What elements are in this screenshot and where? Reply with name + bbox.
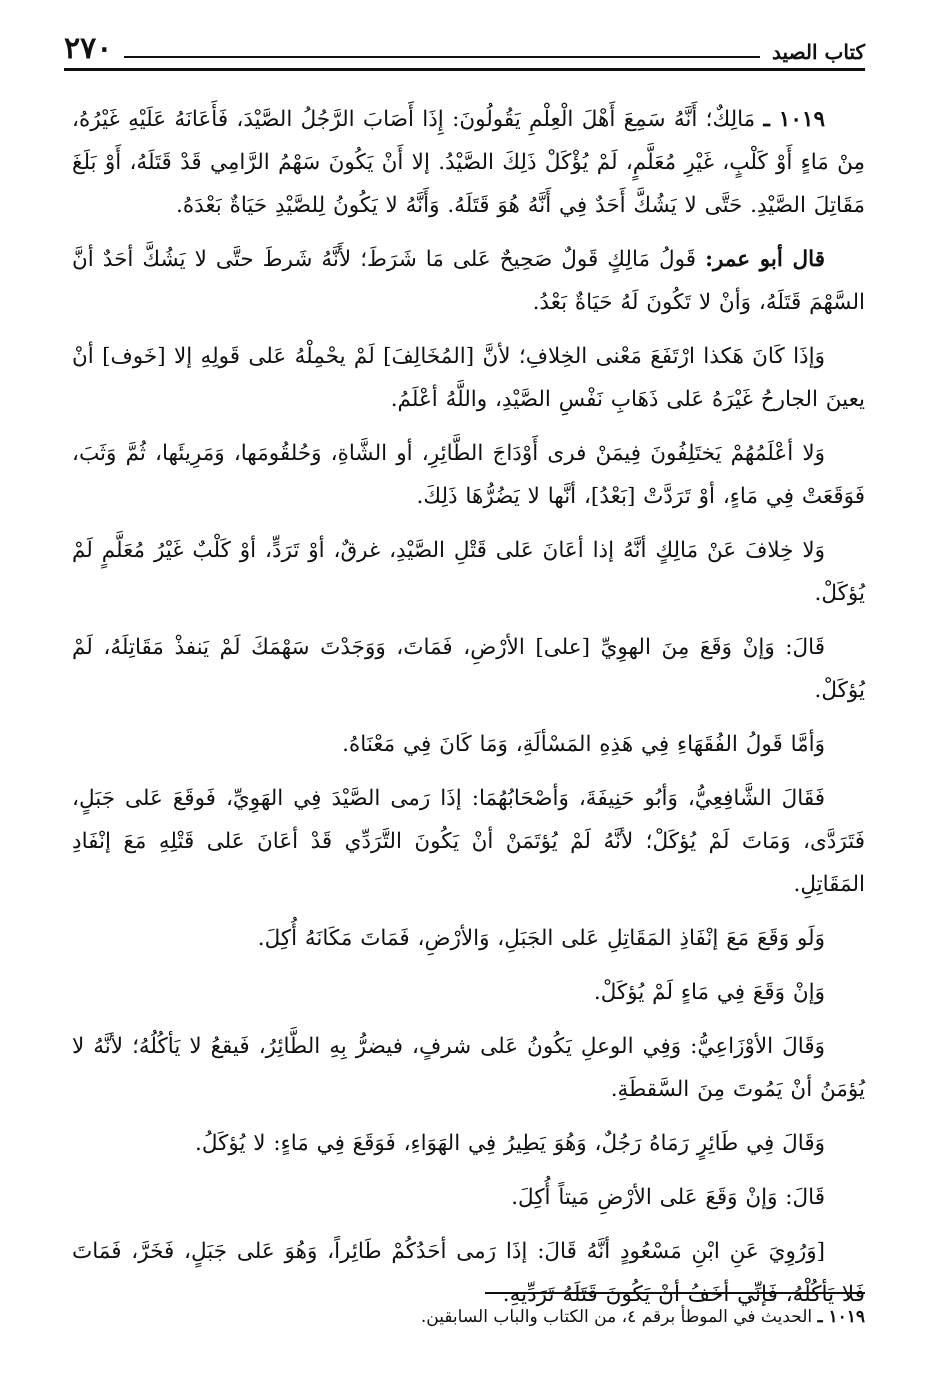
paragraph: وَقَالَ فِي طَائِرٍ رَمَاهُ رَجُلٌ، وَهُوَ يَطِيرُ فِي الهَوَاءِ، فَوَقَعَ فِي مَاءٍ: لا يُؤكَلُ. bbox=[195, 1131, 825, 1156]
footnote bbox=[72, 1300, 865, 1334]
paragraph: وَلَو وَقَعَ مَعَ إنْفَاذِ المَقَاتِلِ عَلى الجَبَلِ، وَالأرْضِ، فَمَاتَ مَكَانَهُ أُكِلَ. bbox=[257, 926, 825, 951]
hadith-number: ١٠١٩ ـ bbox=[763, 107, 825, 132]
page-header bbox=[64, 28, 865, 71]
paragraph-text: مَالِكٌ؛ أَنَّهُ سَمِعَ أَهْلَ الْعِلْمِ يَقُولُونَ: إِذَا أَصَابَ الرَّجُلُ الصَّيْدَ، فَأَعَانَهُ عَلَيْهِ غَيْرُهُ، مِنْ مَاءٍ أَوْ كَلْبٍ، غَيْرِ مُعَلَّمٍ، لَمْ يُؤْكَلْ ذَلِكَ الصَّيْدُ. إلا أَنْ يَكُونَ سَهْمُ الرَّامِي قَدْ قَتَلَهُ، أَوْ بَلَغَ مَقَاتِلَ الصَّيْدِ. حَتَّى لا يَشُكَّ أَحَدٌ فِي أَنَّهُ هُوَ قَتَلَهُ. وَأَنَّهُ لا يَكُونُ لِلصَّيْدِ حَيَاةٌ بَعْدَهُ. bbox=[72, 107, 865, 218]
paragraph: وَلا أعْلَمُهُمْ يَختَلِفُونَ فِيمَنْ فرى أَوْدَاجَ الطَّائِرِ، أو الشَّاةِ، وَحُلقُومَها، وَمَرِيئَها، ثُمَّ وَثَبَ، فَوَقَعَتْ فِي مَاءٍ، أوْ تَرَدَّتْ [بَعْدُ]، أنَّها لا يَضُرُّهَا ذَلِكَ. bbox=[72, 441, 865, 509]
header-title: كتاب الصيد bbox=[772, 40, 865, 64]
paragraph: وَلا خِلافَ عَنْ مَالِكٍ أنَّهُ إذا أعَانَ عَلى قَتْلِ الصَّيْدِ، غرقٌ، أوْ تَرَدٍّ، أوْ كَلْبٌ غَيْرُ مُعَلَّمٍ لَمْ يُؤكَلْ. bbox=[72, 538, 865, 606]
paragraph: قَالَ: وَإنْ وَقَعَ عَلى الأرْضِ مَيتاً أُكِلَ. bbox=[511, 1185, 825, 1210]
paragraph: وَأمَّا قَولُ الفُقَهَاءِ فِي هَذِهِ المَسْألَةِ، وَمَا كَانَ فِي مَعْنَاهُ. bbox=[342, 732, 825, 757]
speaker-label: قال أبو عمر: bbox=[705, 247, 825, 272]
page-number: ٢٧٠ bbox=[64, 31, 113, 66]
footnote-separator bbox=[485, 1292, 865, 1294]
paragraph: قَالَ: وَإنْ وَقَعَ مِنَ الهوِيِّ [على] الأرْضِ، فَمَاتَ، وَوَجَدْتَ سَهْمَكَ لَمْ يَنفذْ مَقَاتِلَهُ، لَمْ يُؤكَلْ. bbox=[72, 635, 865, 703]
paragraph-1019 bbox=[72, 98, 865, 227]
footnote-number: ١٠١٩ ـ bbox=[817, 1307, 865, 1327]
paragraph: وَإذَا كَانَ هَكذا ارْتَفَعَ مَعْنى الخِلافِ؛ لأنَّ [المُخَالِفَ] لَمْ يحْمِلْهُ عَلى قَولِهِ إلا [خَوف] أنْ يعينَ الجارحُ غَيْرَهُ عَلى ذَهَابِ نَفْسِ الصَّيْدِ، واللَّهُ أعْلَمُ. bbox=[72, 344, 865, 412]
paragraph: وَإنْ وَقَعَ فِي مَاءٍ لَمْ يُؤكَلْ. bbox=[593, 980, 825, 1005]
footnote-text: الحديث في الموطأ برقم ٤، من الكتاب والباب السابقين. bbox=[420, 1307, 813, 1327]
header-rule bbox=[124, 56, 760, 58]
paragraph-abu-umar bbox=[72, 238, 865, 324]
paragraph: وَقَالَ الأوْزَاعِيُّ: وَفِي الوعلِ يَكُونُ عَلى شرفٍ، فيضرُّ بِهِ الطَّائِرُ، فَيقعُ لا يَأكُلُهُ؛ لأنَّهُ لا يُؤمَنُ أنْ يَمُوتَ مِنَ السَّقطَةِ. bbox=[72, 1034, 865, 1102]
paragraph: [وَرُوِيَ عَنِ ابْنِ مَسْعُودٍ أنَّهُ قَالَ: إذَا رَمى أحَدُكُمْ طَائِراً، وَهُوَ عَلى جَبَلٍ، فَخَرَّ، فَمَاتَ فَلا يَأكُلْهُ، فَإنِّي أخَفُ أنْ يَكُونَ قَتَلَهُ تَرَدِّيهِ. bbox=[72, 1239, 865, 1307]
page-body bbox=[72, 98, 865, 1327]
paragraph: فَقَالَ الشَّافِعِيُّ، وَأبُو حَنِيفَةَ، وَأصْحَابُهُمَا: إذَا رَمى الصَّيْدَ فِي الهَوِيِّ، فَوقَعَ عَلى جَبَلٍ، فَتَرَدَّى، وَمَاتَ لَمْ يُؤكَلْ؛ لأنَّهُ لَمْ يُؤتَمَنْ أنْ يَكُونَ التَّرَدِّي قَدْ أعَانَ عَلى قَتْلِهِ مَعَ إنْفَادِ المَقَاتِلِ. bbox=[72, 786, 865, 897]
paragraph-text: قَولُ مَالِكٍ قَولٌ صَحِيحٌ عَلى مَا شَرَطَ؛ لأَنَّهُ شَرطَ حتَّى لا يَشُكَّ أحَدٌ أنَّ السَّهْمَ قَتَلَهُ، وَأنْ لا تَكُونَ لَهُ حَيَاةٌ بَعْدُ. bbox=[72, 247, 865, 315]
